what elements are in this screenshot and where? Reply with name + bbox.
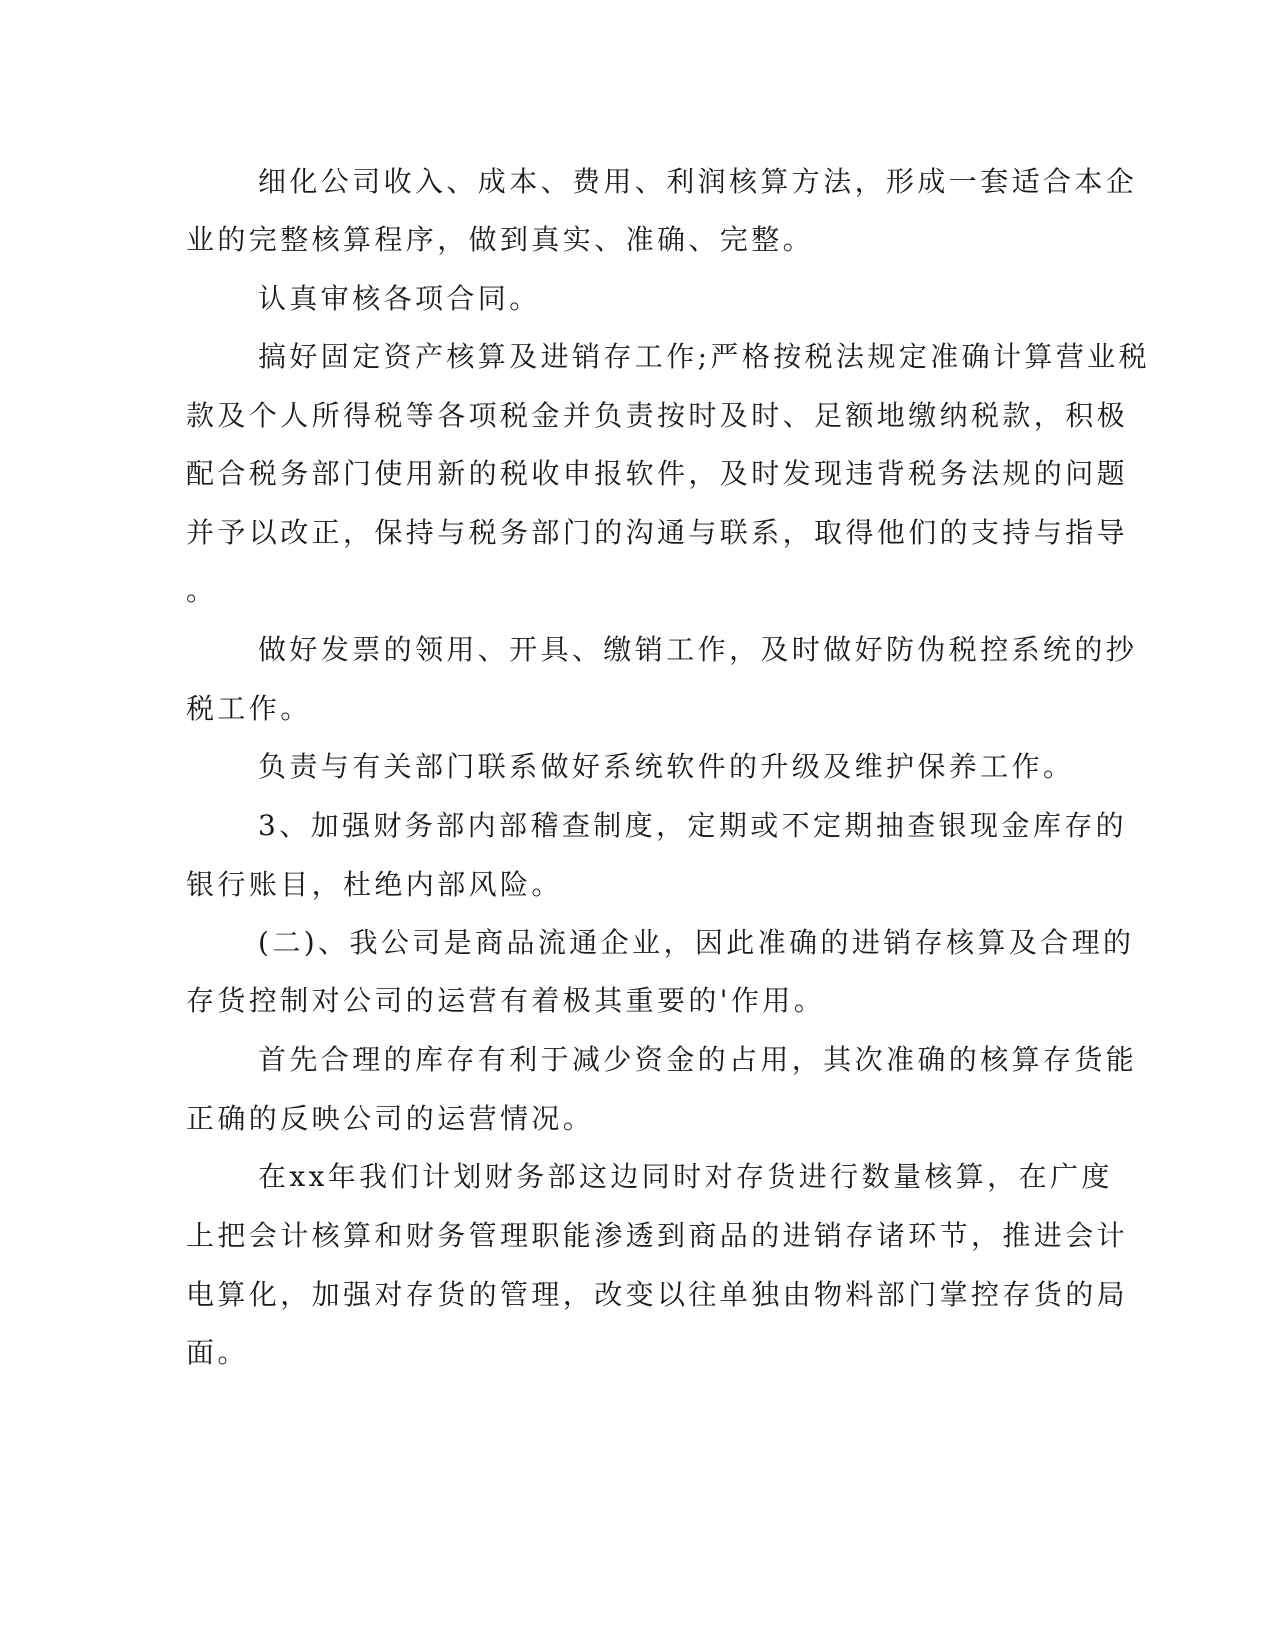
text-line: 存货控制对公司的运营有着极其重要的'作用。	[186, 984, 826, 1017]
text-line: 税工作。	[186, 692, 312, 725]
text-line: 配合税务部门使用新的税收申报软件，及时发现违背税务法规的问题	[186, 457, 1129, 490]
text-line: 。	[186, 574, 218, 607]
text-line: 款及个人所得税等各项税金并负责按时及时、足额地缴纳税款，积极	[186, 399, 1129, 432]
text-line: 细化公司收入、成本、费用、利润核算方法，形成一套适合本企	[258, 165, 1138, 198]
text-line: 做好发票的领用、开具、缴销工作，及时做好防伪税控系统的抄	[258, 633, 1138, 666]
text-line: 电算化，加强对存货的管理，改变以往单独由物料部门掌控存货的局	[186, 1278, 1129, 1311]
text-line: (二)、我公司是商品流通企业，因此准确的进销存核算及合理的	[258, 926, 1135, 959]
text-line: 在xx年我们计划财务部这边同时对存货进行数量核算，在广度	[258, 1160, 1113, 1193]
text-line: 并予以改正，保持与税务部门的沟通与联系，取得他们的支持与指导	[186, 516, 1129, 549]
text-line: 3、加强财务部内部稽查制度，定期或不定期抽查银现金库存的	[258, 809, 1128, 842]
text-line: 面。	[186, 1336, 249, 1369]
text-line: 首先合理的库存有利于减少资金的占用，其次准确的核算存货能	[258, 1043, 1138, 1076]
text-line: 搞好固定资产核算及进销存工作;严格按税法规定准确计算营业税	[258, 340, 1151, 373]
text-line: 认真审核各项合同。	[258, 282, 541, 315]
text-line: 上把会计核算和财务管理职能渗透到商品的进销存诸环节，推进会计	[186, 1219, 1129, 1252]
text-line: 银行账目，杜绝内部风险。	[186, 868, 563, 901]
text-line: 业的完整核算程序，做到真实、准确、完整。	[186, 223, 815, 256]
text-line: 正确的反映公司的运营情况。	[186, 1102, 595, 1135]
text-line: 负责与有关部门联系做好系统软件的升级及维护保养工作。	[258, 750, 1075, 783]
